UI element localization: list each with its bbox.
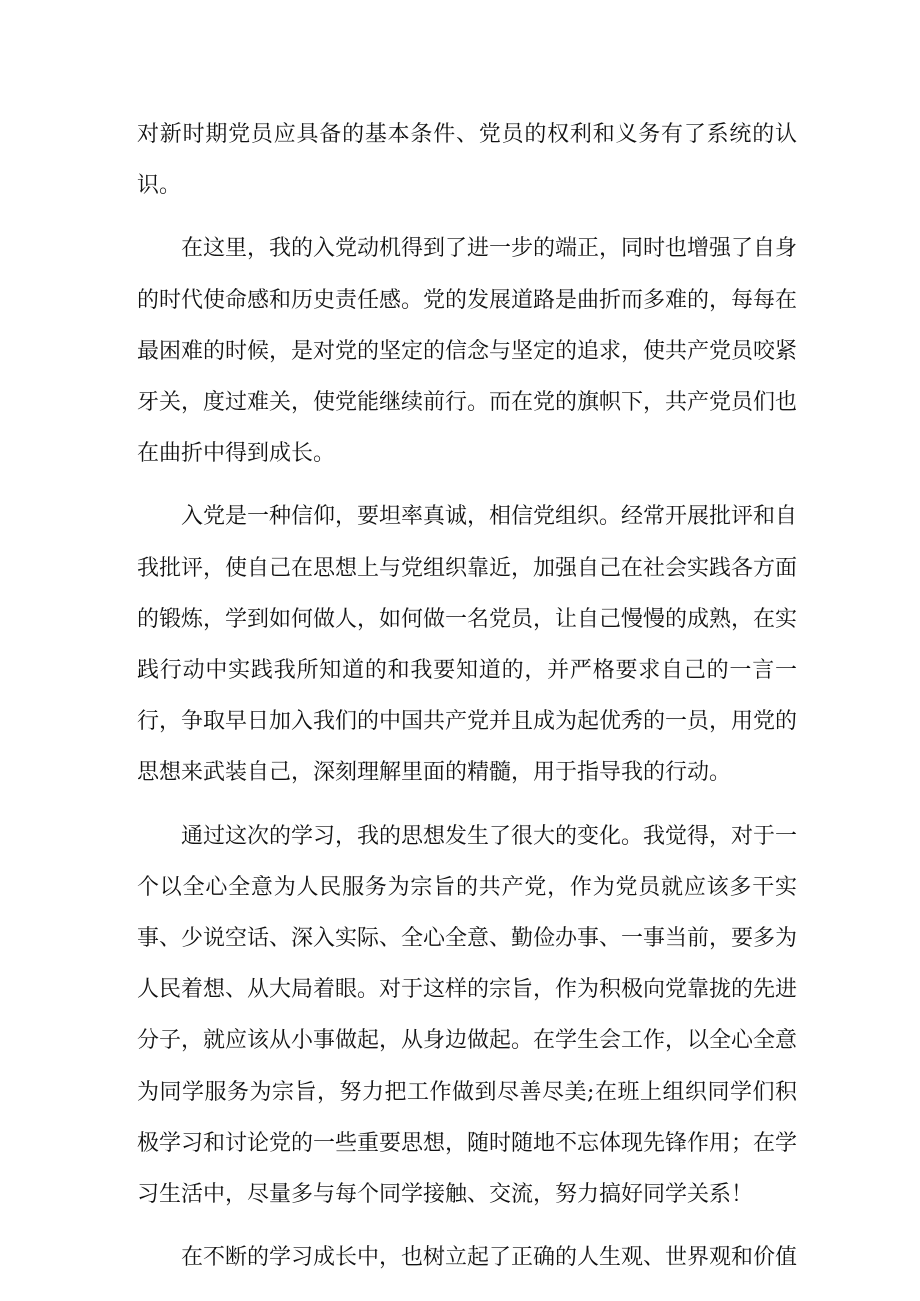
paragraph-4: 通过这次的学习，我的思想发生了很大的变化。我觉得，对于一个以全心全意为人民服务为宗旨的共产党，作为党员就应该多干实事、少说空话、深入实际、全心全意、勤俭办事、一事当前，要多为人民着想、从大局着眼。对于这样的宗旨，作为积极向党靠拢的先进分子，就应该从小事做起，从身边做起。在学生会工作，以全心全意为同学服务为宗旨，努力把工作做到尽善尽美;在班上组织同学们积极学习和讨论党的一些重要思想，随时随地不忘体现先锋作用；在学习生活中，尽量多与每个同学接触、交流，努力搞好同学关系！ [137,823,798,1208]
document-body [137,109,797,1283]
paragraph-1: 对新时期党员应具备的基本条件、党员的权利和义务有了系统的认识。 [137,122,797,199]
paragraph-2: 在这里，我的入党动机得到了进一步的端正，同时也增强了自身的时代使命感和历史责任感。党的发展道路是曲折而多难的，每每在最困难的时候，是对党的坚定的信念与坚定的追求，使共产党员咬紧牙关，度过难关，使党能继续前行。而在党的旗帜下，共产党员们也在曲折中得到成长。 [137,236,798,467]
paragraph-3: 入党是一种信仰，要坦率真诚，相信党组织。经常开展批评和自我批评，使自己在思想上与党组织靠近，加强自己在社会实践各方面的锻炼，学到如何做人，如何做一名党员，让自己慢慢的成熟，在实践行动中实践我所知道的和我要知道的，并严格要求自己的一言一行，争取早日加入我们的中国共产党并且成为起优秀的一员，用党的思想来武装自己，深刻理解里面的精髓，用于指导我的行动。 [137,504,798,786]
paragraph-5: 在不断的学习成长中，也树立起了正确的人生观、世界观和价值 [181,1245,798,1271]
